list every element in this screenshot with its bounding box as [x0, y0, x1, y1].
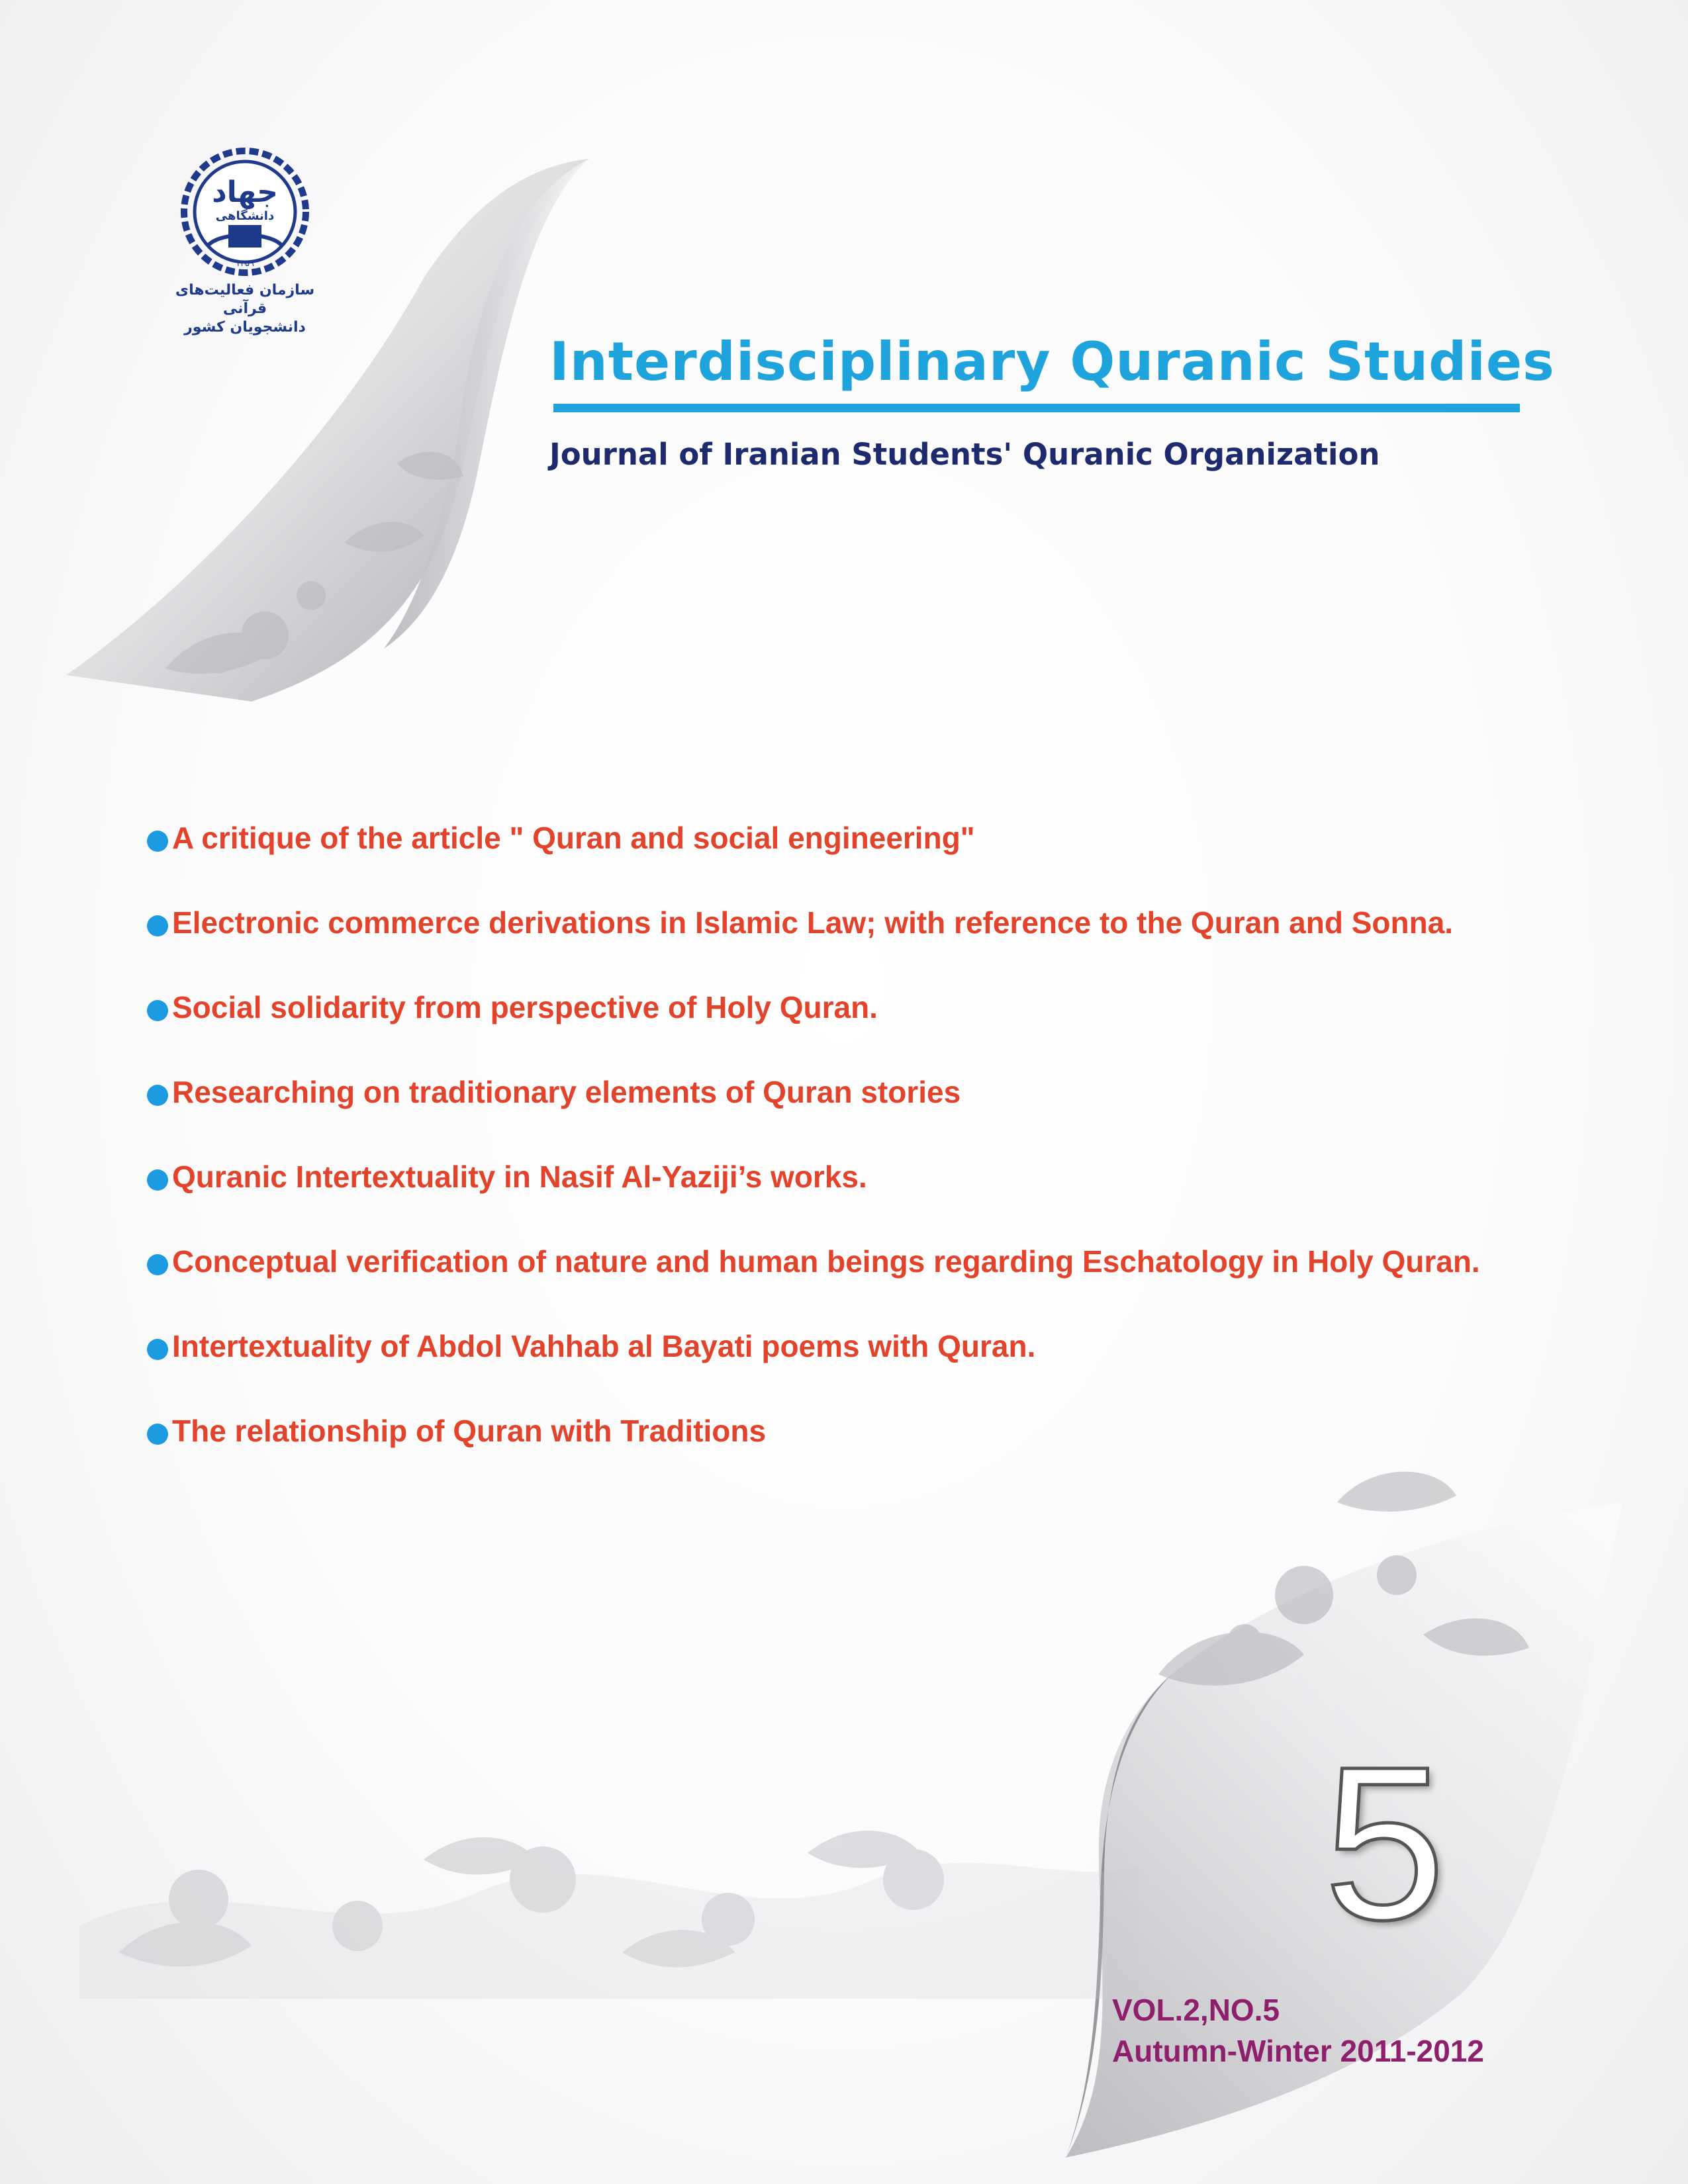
bullet-icon	[147, 1424, 168, 1445]
bullet-icon	[147, 1254, 168, 1275]
article-title: Intertextuality of Abdol Vahhab al Bayati poems with Quran.	[172, 1329, 1036, 1363]
bullet-icon	[147, 831, 168, 852]
bullet-icon	[147, 1169, 168, 1191]
floral-ornament-band	[79, 1780, 1139, 1999]
logo-emblem-subtext: دانشگاهی	[215, 209, 275, 223]
bullet-icon	[147, 915, 168, 936]
article-list	[147, 796, 1480, 1473]
article-title: Quranic Intertextuality in Nasif Al-Yaziji’s works.	[172, 1160, 867, 1194]
article-title: Conceptual verification of nature and human beings regarding Eschatology in Holy Quran.	[172, 1244, 1480, 1279]
logo-emblem-year: ۱۳۵۹	[236, 259, 254, 269]
logo-caption-line1: سازمان فعالیت‌های قرآنی	[175, 282, 315, 317]
issue-number: 5	[1324, 1721, 1446, 1965]
bullet-icon	[147, 1339, 168, 1360]
article-title: The relationship of Quran with Traditions	[172, 1414, 767, 1448]
list-item	[147, 1134, 1480, 1219]
list-item	[147, 796, 1480, 880]
list-item	[147, 965, 1480, 1050]
volume-label: VOL.2,NO.5	[1112, 1993, 1280, 2027]
list-item	[147, 1304, 1480, 1388]
season-label: Autumn-Winter 2011-2012	[1112, 2034, 1484, 2068]
list-item	[147, 1219, 1480, 1304]
bullet-icon	[147, 1000, 168, 1021]
logo-emblem-text: جهاد	[212, 175, 278, 209]
list-item	[147, 1388, 1480, 1473]
article-title: Electronic commerce derivations in Islamic Law; with reference to the Quran and Sonna.	[172, 905, 1454, 940]
logo-caption-line2: دانشجویان کشور	[184, 319, 306, 336]
journal-title: Interdisciplinary Quranic Studies	[549, 331, 1555, 392]
article-title: Researching on traditionary elements of Quran stories	[172, 1075, 961, 1109]
list-item	[147, 1050, 1480, 1134]
title-underline	[553, 404, 1520, 412]
bullet-icon	[147, 1085, 168, 1106]
article-title: A critique of the article " Quran and social engineering"	[172, 821, 975, 855]
article-title: Social solidarity from perspective of Holy Quran.	[172, 990, 878, 1024]
list-item	[147, 880, 1480, 965]
journal-subtitle: Journal of Iranian Students' Quranic Organization	[549, 437, 1380, 472]
logo-caption	[165, 281, 324, 337]
